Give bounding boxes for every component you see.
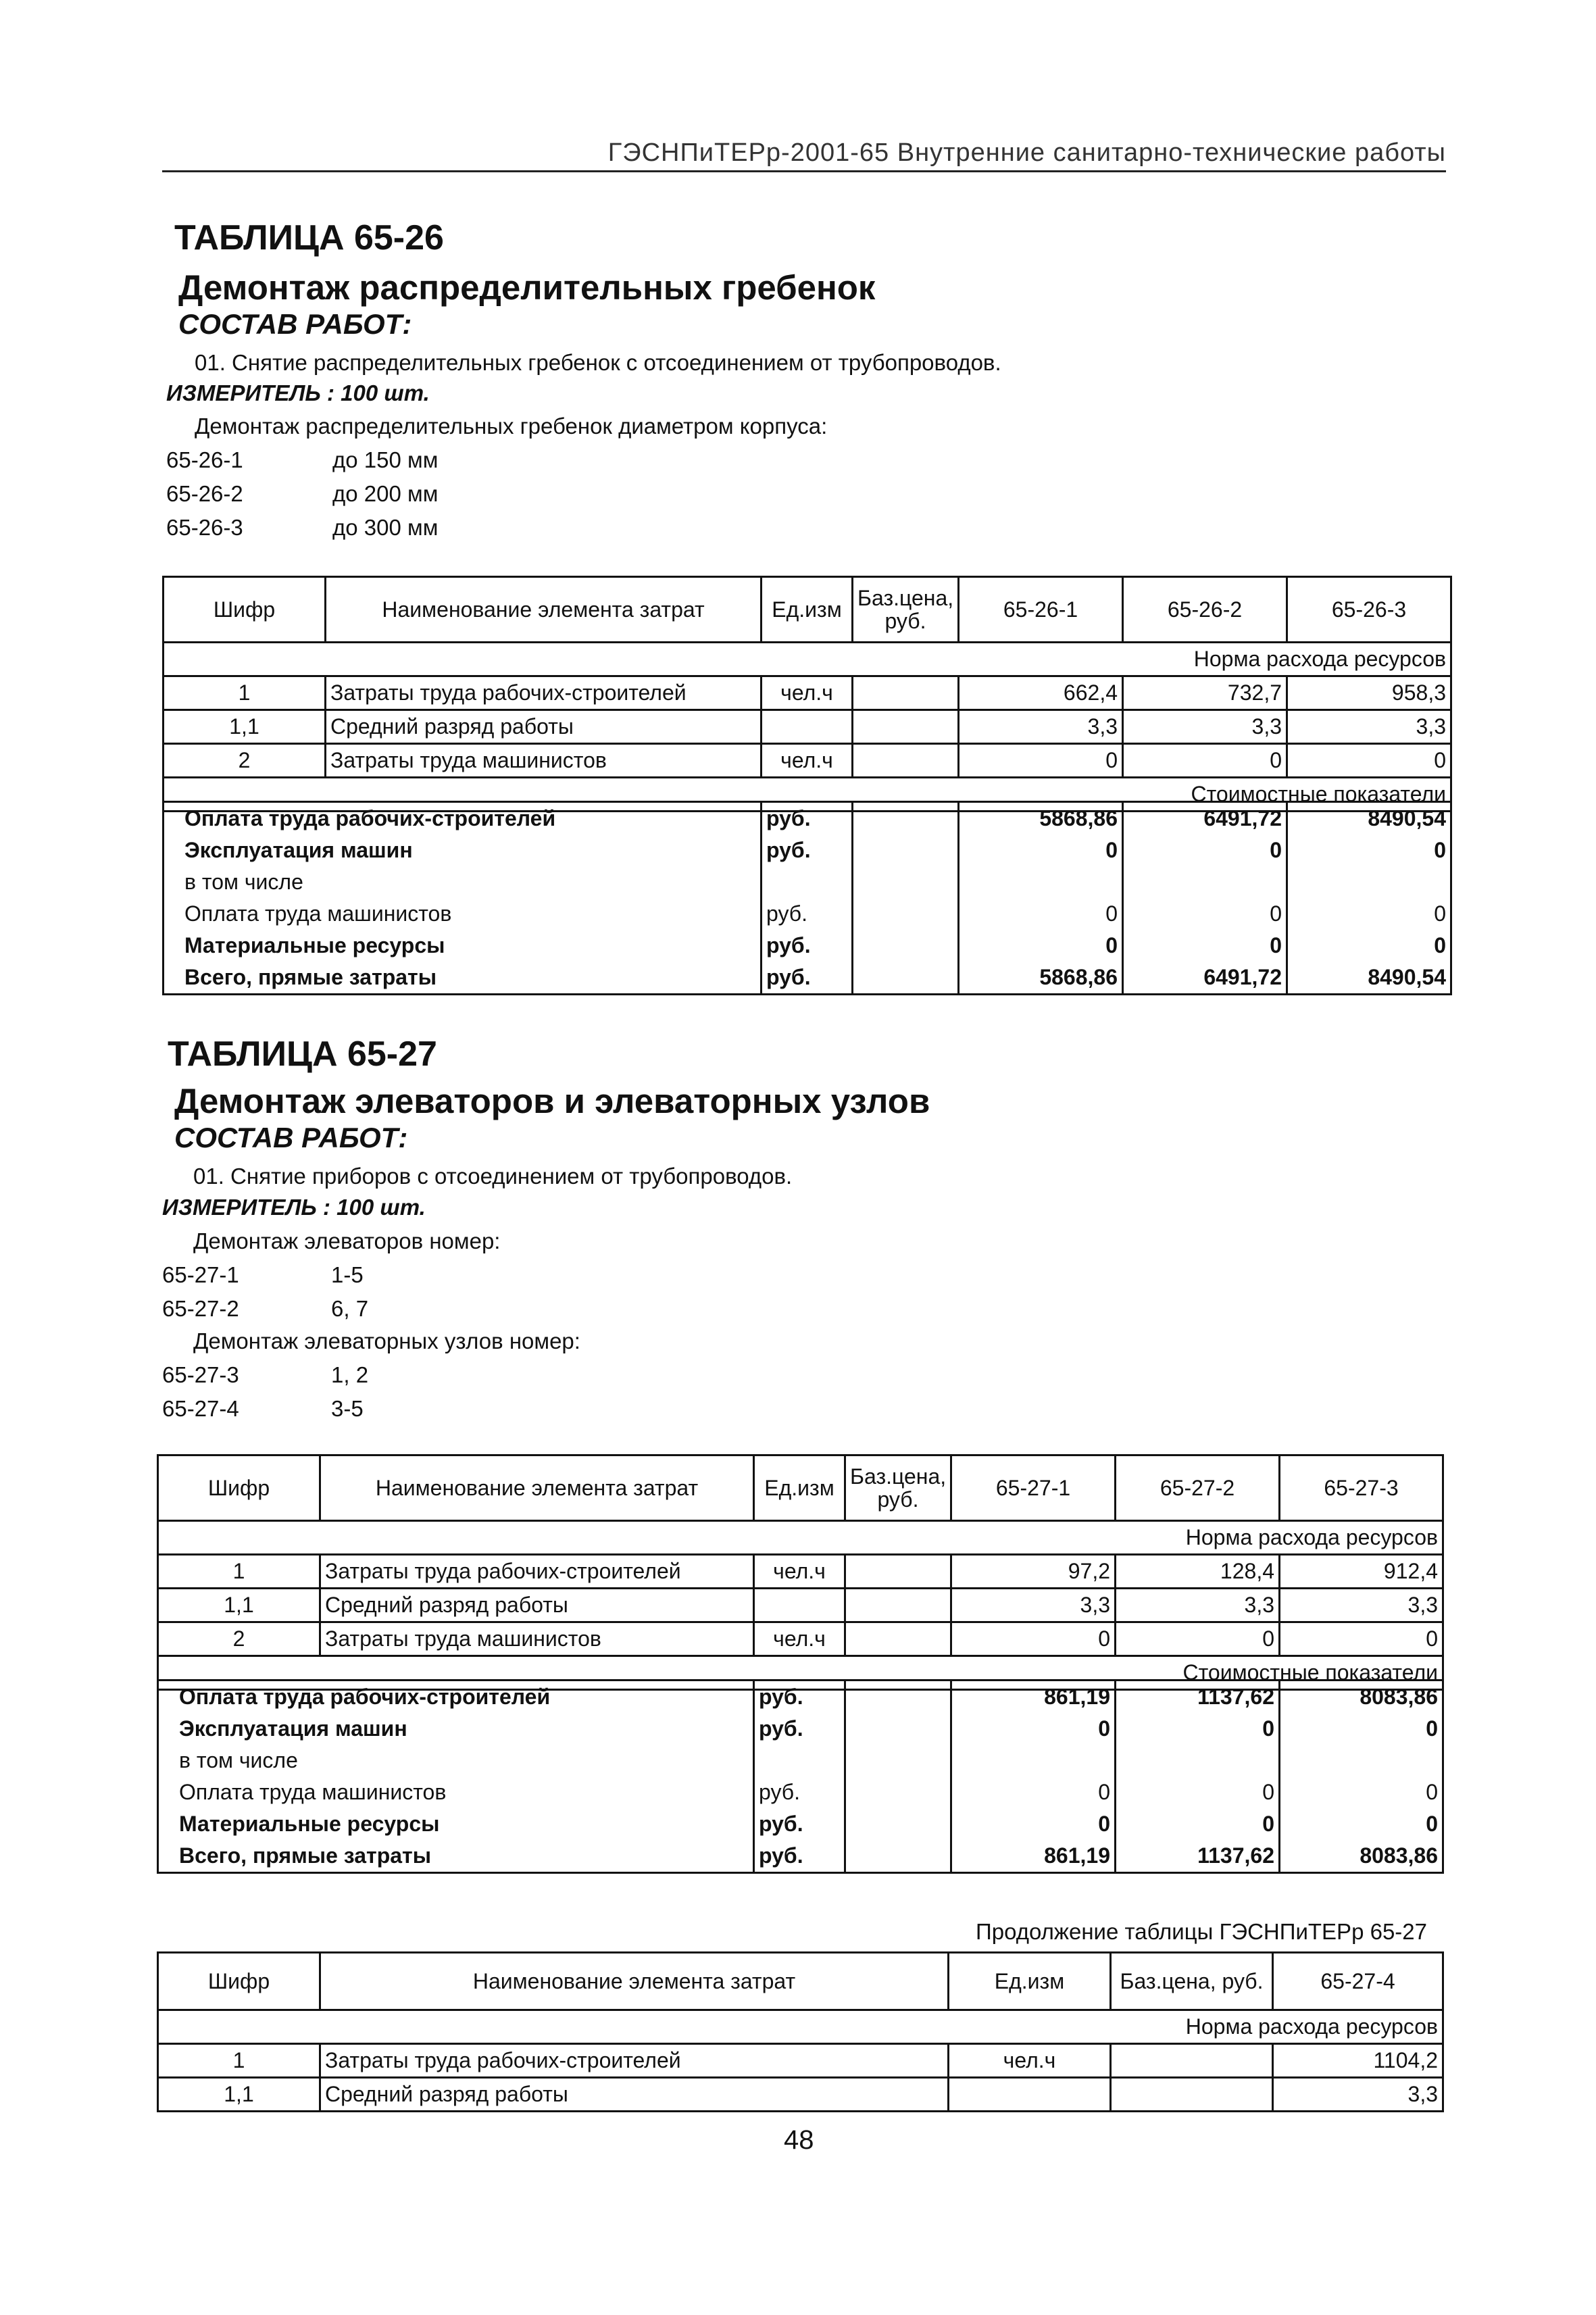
cost-row [158,1776,1443,1808]
cell-code: 1 [158,2044,320,2078]
col-header-c1: 65-26-1 [959,577,1123,643]
t27-izmeritel: ИЗМЕРИТЕЛЬ : 100 шт. [162,1195,426,1220]
cell-v1: 0 [959,744,1123,778]
col-header-c1: 65-27-4 [1273,1953,1443,2010]
cost-v2: 0 [1123,898,1287,930]
col-header-price [845,1455,951,1521]
cost-row [164,930,1451,962]
cell-name: Затраты труда рабочих-строителей [320,1555,754,1589]
cell-v3: 0 [1287,744,1451,778]
t27-intro1: Демонтаж элеваторов номер: [193,1228,501,1253]
t26-work: 01. Снятие распределительных гребенок с отсоединением от трубопроводов. [195,350,1001,375]
cost-row [164,898,1451,930]
cost-v3: 0 [1287,930,1451,962]
t26-item-desc: до 300 мм [332,515,439,540]
cost-v1 [959,866,1123,898]
table-row [164,676,1451,710]
continuation-caption: Продолжение таблицы ГЭСНПиТЕРр 65-27 [976,1919,1427,1944]
cell-v3: 3,3 [1287,710,1451,744]
t27-item-desc: 6, 7 [331,1296,369,1321]
cost-price [853,835,959,866]
col-header-c2: 65-27-2 [1116,1455,1280,1521]
cell-v3: 912,4 [1280,1555,1443,1589]
cost-row [164,866,1451,898]
cost-unit: руб. [754,1840,845,1873]
norma-label: Норма расхода ресурсов [158,2010,1443,2044]
cell-v3: 0 [1280,1622,1443,1656]
table-row [158,1622,1443,1656]
t27-sostav-label: СОСТАВ РАБОТ: [174,1122,408,1153]
cell-price [845,1622,951,1656]
cell-price [845,1555,951,1589]
cost-row [158,1745,1443,1776]
cell-v1: 0 [951,1622,1116,1656]
cost-row [164,962,1451,995]
t26-item-desc: до 150 мм [332,447,439,472]
cell-unit: чел.ч [949,2044,1111,2078]
cost-v1: 0 [959,898,1123,930]
cost-v1 [951,1745,1116,1776]
cost-name: Всего, прямые затраты [164,962,762,995]
cell-name: Средний разряд работы [320,2078,949,2112]
cost-price [845,1713,951,1745]
t27-item-desc: 3-5 [331,1396,364,1421]
cell-v1: 1104,2 [1273,2044,1443,2078]
cost-price [853,898,959,930]
table-row [158,2044,1443,2078]
col-header-name: Наименование элемента затрат [326,577,762,643]
cost-v2 [1123,866,1287,898]
cost-row [158,1840,1443,1873]
cell-v2: 128,4 [1116,1555,1280,1589]
cell-unit: чел.ч [754,1622,845,1656]
cost-price [853,930,959,962]
cell-unit: чел.ч [762,744,853,778]
col-header-c3: 65-26-3 [1287,577,1451,643]
t26-item-desc: до 200 мм [332,481,439,506]
t26-izmeritel: ИЗМЕРИТЕЛЬ : 100 шт. [166,380,430,405]
cell-price [853,676,959,710]
cell-v3: 3,3 [1280,1589,1443,1622]
cost-unit: руб. [754,1808,845,1840]
cost-row [158,1681,1443,1714]
cost-v3: 8083,86 [1280,1840,1443,1873]
t26-title: ТАБЛИЦА 65-26 [174,218,444,257]
cell-v2: 3,3 [1116,1589,1280,1622]
cost-name: в том числе [158,1745,754,1776]
cost-unit: руб. [762,835,853,866]
cost-row [164,802,1451,835]
cost-v2: 1137,62 [1116,1840,1280,1873]
cost-v3: 8490,54 [1287,802,1451,835]
cost-unit: руб. [762,898,853,930]
cost-unit: руб. [762,962,853,995]
col-header-name: Наименование элемента затрат [320,1455,754,1521]
cell-unit [949,2078,1111,2112]
cell-v2: 732,7 [1123,676,1287,710]
cell-unit: чел.ч [762,676,853,710]
cost-v3: 0 [1287,898,1451,930]
cost-v1: 5868,86 [959,802,1123,835]
col-header-price [853,577,959,643]
cost-unit: руб. [754,1713,845,1745]
cost-v3: 0 [1280,1776,1443,1808]
norma-label: Норма расхода ресурсов [158,1521,1443,1555]
price-line-2: руб. [877,1487,919,1512]
cost-v2 [1116,1745,1280,1776]
cost-unit: руб. [762,930,853,962]
cell-v2: 0 [1123,744,1287,778]
cost-v2: 0 [1116,1713,1280,1745]
cost-v1: 0 [959,930,1123,962]
cell-v1: 3,3 [1273,2078,1443,2112]
t27-item-code: 65-27-1 [162,1262,239,1287]
cell-code: 1 [158,1555,320,1589]
cell-unit: чел.ч [754,1555,845,1589]
t27-intro2: Демонтаж элеваторных узлов номер: [193,1328,580,1353]
col-header-price: Баз.цена, руб. [1111,1953,1273,2010]
cell-code: 1,1 [158,1589,320,1622]
col-header-c1: 65-27-1 [951,1455,1116,1521]
cost-v2: 1137,62 [1116,1681,1280,1714]
cost-v3: 8490,54 [1287,962,1451,995]
t26-costs-table [162,801,1452,995]
cell-code: 2 [158,1622,320,1656]
cell-code: 1,1 [164,710,326,744]
cost-v3 [1280,1745,1443,1776]
table-row [158,1589,1443,1622]
cost-name: Всего, прямые затраты [158,1840,754,1873]
cell-v1: 97,2 [951,1555,1116,1589]
col-header-unit: Ед.изм [754,1455,845,1521]
table-row [158,2078,1443,2112]
cell-name: Затраты труда рабочих-строителей [320,2044,949,2078]
t27-subtitle: Демонтаж элеваторов и элеваторных узлов [174,1082,930,1120]
cost-price [845,1681,951,1714]
table-row [158,1555,1443,1589]
cost-price [845,1776,951,1808]
cost-v1: 0 [951,1713,1116,1745]
cost-v1: 861,19 [951,1840,1116,1873]
cost-row [164,835,1451,866]
cost-price [845,1808,951,1840]
t27-norms-table [157,1454,1444,1691]
cost-price [853,962,959,995]
cost-price [853,802,959,835]
cost-v2: 6491,72 [1123,802,1287,835]
col-header-c2: 65-26-2 [1123,577,1287,643]
running-header [162,132,1446,172]
cost-price [853,866,959,898]
col-header-shifr: Шифр [164,577,326,643]
table-row [164,710,1451,744]
cell-name: Затраты труда машинистов [320,1622,754,1656]
cell-price [1111,2044,1273,2078]
cost-name: Оплата труда машинистов [164,898,762,930]
cell-code: 2 [164,744,326,778]
cost-v2: 0 [1116,1776,1280,1808]
col-header-shifr: Шифр [158,1455,320,1521]
t27-item-code: 65-27-2 [162,1296,239,1321]
cost-v2: 0 [1116,1808,1280,1840]
t27-item-desc: 1, 2 [331,1362,369,1387]
t27-costs-table [157,1679,1444,1874]
cell-price [845,1589,951,1622]
table-header-row [158,1953,1443,2010]
col-header-name: Наименование элемента затрат [320,1953,949,2010]
cost-v1: 0 [951,1808,1116,1840]
cell-v1: 662,4 [959,676,1123,710]
running-header-text: ГЭСНПиТЕРр-2001-65 Внутренние санитарно-технические работы [607,139,1446,167]
cost-v3: 0 [1287,835,1451,866]
cell-v2: 3,3 [1123,710,1287,744]
cost-unit [754,1745,845,1776]
cost-v1: 861,19 [951,1681,1116,1714]
cost-name: в том числе [164,866,762,898]
price-line-1: Баз.цена, [857,586,954,610]
t27-work: 01. Снятие приборов с отсоединением от трубопроводов. [193,1164,793,1189]
cost-unit [762,866,853,898]
t26-item-code: 65-26-1 [166,447,243,472]
norma-label: Норма расхода ресурсов [164,643,1451,676]
cell-v1: 3,3 [959,710,1123,744]
cell-v3: 958,3 [1287,676,1451,710]
cost-price [845,1745,951,1776]
cost-unit: руб. [762,802,853,835]
cell-price [853,744,959,778]
table-header-row [164,577,1451,643]
cell-name: Затраты труда рабочих-строителей [326,676,762,710]
t27-item-code: 65-27-4 [162,1396,239,1421]
cost-v1: 0 [959,835,1123,866]
t26-sostav-label: СОСТАВ РАБОТ: [178,308,412,340]
t26-subtitle: Демонтаж распределительных гребенок [178,268,876,307]
t27-item-desc: 1-5 [331,1262,364,1287]
cost-v3: 8083,86 [1280,1681,1443,1714]
table-header-row [158,1455,1443,1521]
cell-price [853,710,959,744]
t26-intro: Демонтаж распределительных гребенок диаметром корпуса: [195,414,828,439]
cost-row [158,1713,1443,1745]
col-header-shifr: Шифр [158,1953,320,2010]
cell-name: Затраты труда машинистов [326,744,762,778]
cost-name: Эксплуатация машин [164,835,762,866]
cell-code: 1 [164,676,326,710]
cell-price [1111,2078,1273,2112]
cost-name: Оплата труда рабочих-строителей [164,802,762,835]
cost-v3 [1287,866,1451,898]
t26-item-code: 65-26-2 [166,481,243,506]
stoim-label: Стоимостные показатели [158,1656,1443,1690]
cost-price [845,1840,951,1873]
cost-v3: 0 [1280,1713,1443,1745]
cost-name: Материальные ресурсы [164,930,762,962]
t27-item-code: 65-27-3 [162,1362,239,1387]
price-line-2: руб. [884,609,926,633]
cost-v3: 0 [1280,1808,1443,1840]
page-number: 48 [784,2125,814,2155]
cost-v2: 6491,72 [1123,962,1287,995]
price-line-1: Баз.цена, [850,1464,947,1489]
t26-item-code: 65-26-3 [166,515,243,540]
cell-name: Средний разряд работы [326,710,762,744]
cost-unit: руб. [754,1681,845,1714]
cost-name: Эксплуатация машин [158,1713,754,1745]
cost-unit: руб. [754,1776,845,1808]
col-header-unit: Ед.изм [762,577,853,643]
table-row [164,744,1451,778]
cost-name: Материальные ресурсы [158,1808,754,1840]
t27-title: ТАБЛИЦА 65-27 [168,1035,437,1074]
cell-unit [762,710,853,744]
cell-v1: 3,3 [951,1589,1116,1622]
col-header-unit: Ед.изм [949,1953,1111,2010]
cost-row [158,1808,1443,1840]
cost-v2: 0 [1123,930,1287,962]
col-header-c3: 65-27-3 [1280,1455,1443,1521]
cell-name: Средний разряд работы [320,1589,754,1622]
cost-name: Оплата труда машинистов [158,1776,754,1808]
cell-unit [754,1589,845,1622]
cell-v2: 0 [1116,1622,1280,1656]
cell-code: 1,1 [158,2078,320,2112]
stoim-label: Стоимостные показатели [164,778,1451,812]
cost-v1: 5868,86 [959,962,1123,995]
continuation-table [157,1951,1444,2112]
cost-v1: 0 [951,1776,1116,1808]
cost-v2: 0 [1123,835,1287,866]
t26-norms-table [162,576,1452,812]
cost-name: Оплата труда рабочих-строителей [158,1681,754,1714]
